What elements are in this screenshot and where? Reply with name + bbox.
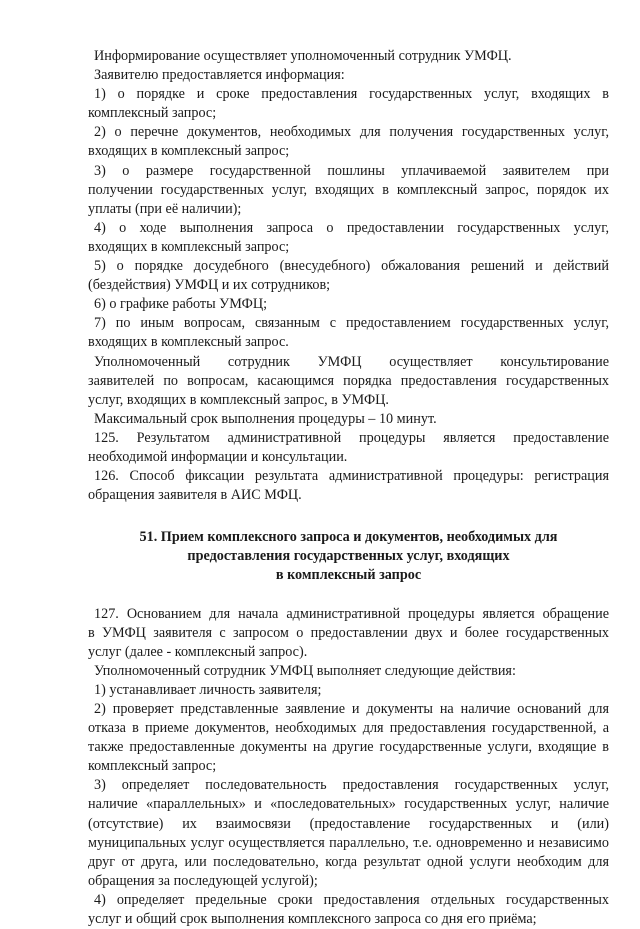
text-line: 126. Способ фиксации результата административной процедуры: регистрация <box>94 468 609 485</box>
paragraph <box>88 410 609 429</box>
paragraph <box>88 467 609 505</box>
text-line: 4) определяет предельные сроки предоставления отдельных государственных <box>94 891 609 908</box>
text-line: 5) о порядке досудебного (внесудебного) обжалования решений и действий <box>94 258 609 275</box>
text-line: (отсутствие) их взаимосвязи (предоставление государственных и (или) <box>88 815 609 832</box>
heading-line: в комплексный запрос <box>275 567 422 584</box>
text-line: необходимой информации и консультации. <box>88 448 348 465</box>
paragraph <box>88 429 609 467</box>
text-line: получении государственных услуг, входящих в комплексный запрос, порядок их <box>88 181 609 198</box>
text-line: Уполномоченный сотрудник УМФЦ выполняет следующие действия: <box>94 662 516 679</box>
paragraph <box>88 681 609 700</box>
paragraph <box>88 85 609 123</box>
paragraph <box>88 47 609 66</box>
text-line: Заявителю предоставляется информация: <box>94 67 345 84</box>
paragraph <box>88 162 609 219</box>
text-line: 4) о ходе выполнения запроса о предоставлении государственных услуг, <box>94 219 609 236</box>
text-line: обращения заявителя в АИС МФЦ. <box>88 487 302 504</box>
paragraph <box>88 776 609 891</box>
text-line: входящих в комплексный запрос; <box>88 238 290 255</box>
text-line: 1) устанавливает личность заявителя; <box>94 681 322 698</box>
heading-line: предоставления государственных услуг, входящих <box>187 548 510 565</box>
paragraph <box>88 295 609 314</box>
paragraph <box>88 66 609 85</box>
text-line: услуг и общий срок выполнения комплексного запроса со дня его приёма; <box>88 911 537 928</box>
text-line: Максимальный срок выполнения процедуры – 10 минут. <box>94 410 437 427</box>
text-line: услуг, входящих в комплексный запрос, в УМФЦ. <box>88 391 389 408</box>
text-line: комплексный запрос; <box>88 105 217 122</box>
text-line: услуг (далее - комплексный запрос). <box>88 643 308 660</box>
text-line: друг от друга, или последовательно, когда результат одной услуги необходим для <box>88 853 609 870</box>
text-line: комплексный запрос; <box>88 758 217 775</box>
paragraph <box>88 662 609 681</box>
text-line: входящих в комплексный запрос. <box>88 334 289 351</box>
paragraph <box>88 353 609 410</box>
text-line: отказа в приеме документов, необходимых для предоставления государственной, а <box>88 720 609 737</box>
text-line: Уполномоченный сотрудник УМФЦ осуществляет консультирование <box>94 353 609 370</box>
paragraph <box>88 219 609 257</box>
text-line: 7) по иным вопросам, связанным с предоставлением государственных услуг, <box>94 315 609 332</box>
text-line: Информирование осуществляет уполномоченный сотрудник УМФЦ. <box>94 48 512 64</box>
text-line: обращения за последующей услугой); <box>88 872 318 889</box>
paragraph <box>88 605 609 662</box>
text-line: наличие «параллельных» и «последовательных» государственных услуг, наличие <box>88 796 609 813</box>
text-line: муниципальных услуг осуществляется параллельно, т.е. одновременно и независимо <box>88 834 609 851</box>
heading-line: 51. Прием комплексного запроса и документов, необходимых для <box>139 529 558 546</box>
text-line: 6) о графике работы УМФЦ; <box>94 296 268 313</box>
text-line: 1) о порядке и сроке предоставления государственных услуг, входящих в <box>94 86 609 103</box>
text-line: 125. Результатом административной процедуры является предоставление <box>94 429 609 446</box>
text-line: входящих в комплексный запрос; <box>88 143 290 160</box>
document-page <box>88 47 609 929</box>
section-bottom <box>88 605 609 929</box>
text-line: уплаты (при её наличии); <box>88 200 242 217</box>
text-line: заявителей по вопросам, касающимся порядка предоставления государственных <box>88 372 609 389</box>
text-line: (бездействия) УМФЦ и их сотрудников; <box>88 277 331 294</box>
text-line: 3) о размере государственной пошлины уплачиваемой заявителем при <box>94 162 609 179</box>
text-line: в УМФЦ заявителя с запросом о предоставлении двух и более государственных <box>88 624 609 641</box>
section-top <box>88 47 609 505</box>
paragraph <box>88 700 609 776</box>
paragraph <box>88 123 609 161</box>
text-line: 3) определяет последовательность предоставления государственных услуг, <box>94 777 609 794</box>
paragraph <box>88 891 609 929</box>
text-line: 2) о перечне документов, необходимых для получения государственных услуг, <box>94 124 609 141</box>
section-heading <box>88 528 609 585</box>
text-line: 2) проверяет представленные заявление и документы на наличие оснований для <box>94 701 609 717</box>
text-line: 127. Основанием для начала административной процедуры является обращение <box>94 605 609 622</box>
paragraph <box>88 314 609 352</box>
text-line: также предоставленные документы на другие государственные услуги, входящие в <box>88 739 609 756</box>
paragraph <box>88 257 609 295</box>
